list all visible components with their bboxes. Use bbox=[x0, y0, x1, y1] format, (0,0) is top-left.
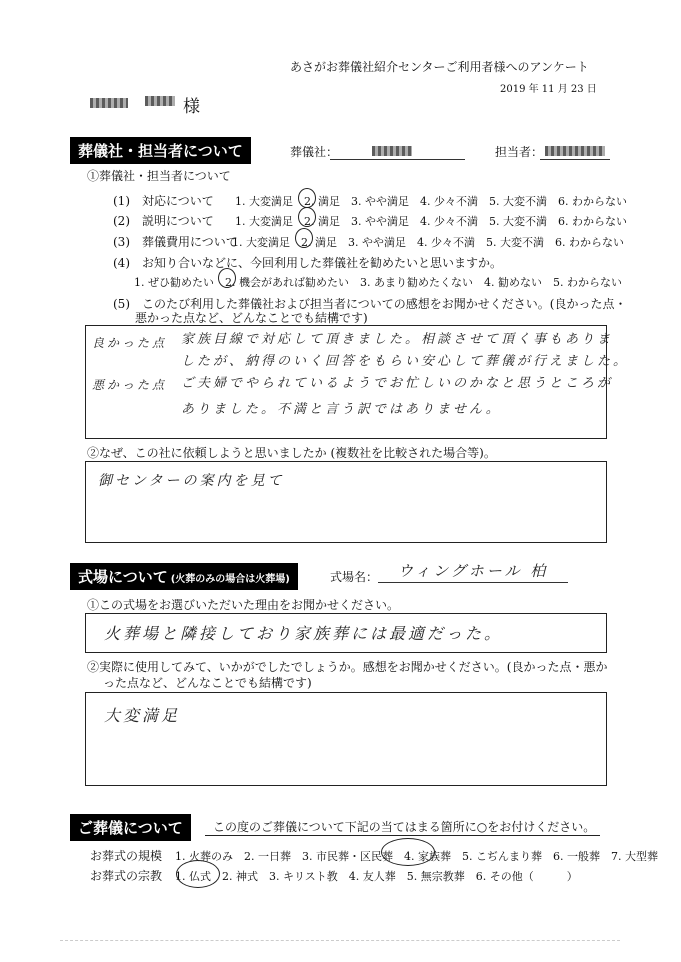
funeral-instruction: この度のご葬儀について下記の当てはまる箇所に○をお付けください。 bbox=[213, 820, 596, 834]
section-funeral-title: ご葬儀について bbox=[70, 814, 191, 841]
funeral-religion-options: 1. 仏式 2. 神式 3. キリスト教 4. 友人葬 5. 無宗教葬 6. その他（ ） bbox=[175, 870, 578, 883]
funeral-scale-options: 1. 火葬のみ 2. 一日葬 3. 市民葬・区民葬 4. 家族葬 5. こぢんまり葬 6. 一般葬 7. 大型葬 bbox=[175, 850, 658, 863]
scan-artifact-line bbox=[60, 940, 620, 941]
row1-options: 1. 大変満足 2. 満足 3. やや満足 4. 少々不満 5. 大変不満 6. わからない bbox=[235, 195, 627, 208]
q5-answer-box bbox=[85, 325, 630, 439]
venue-label: 式場名： bbox=[330, 570, 379, 584]
bad-points-line1: ご夫婦でやられているようでお忙しいのかなと思うところが bbox=[181, 376, 614, 391]
survey-title: あさがお葬儀社紹介センターご利用者様へのアンケート bbox=[290, 60, 589, 74]
row1-answer-circle bbox=[298, 188, 316, 208]
q2-reason-label: ②なぜ、この社に依頼しようと思いましたか (複数社を比較された場合等)。 bbox=[87, 446, 496, 460]
q4-label: (4) お知り合いなどに、今回利用した葬儀社を勧めたいと思いますか。 bbox=[113, 256, 503, 270]
q2-reason-answer-box bbox=[85, 461, 607, 543]
venue-name: ウィングホール 柏 bbox=[398, 562, 549, 580]
venue-q1-label: ①この式場をお選びいただいた理由をお聞かせください。 bbox=[87, 598, 400, 612]
section-venue-title bbox=[70, 563, 298, 590]
good-points-label: 良かった点 bbox=[92, 336, 168, 350]
q4-options: 1. ぜひ勧めたい 2. 機会があれば勧めたい 3. あまり勧めたくない 4. 勧めない 5. わからない bbox=[134, 276, 622, 289]
q2-reason-answer: 御センターの案内を見て bbox=[98, 473, 285, 489]
funeral-company-redacted bbox=[372, 146, 412, 156]
row2-label: (2) 説明について bbox=[113, 214, 214, 228]
q5-label-2: 悪かった点など、どんなことでも結構です) bbox=[135, 311, 368, 325]
funeral-company-label: 葬儀社： bbox=[290, 145, 339, 159]
venue-q2-label-2: った点など、どんなことでも結構です) bbox=[103, 676, 312, 690]
funeral-religion-label: お葬式の宗教 bbox=[90, 869, 163, 883]
good-points-line1: 家族目線で対応して頂きました。相談させて頂く事もありま bbox=[181, 332, 614, 347]
staff-underline bbox=[540, 159, 610, 160]
scale-answer-circle bbox=[381, 838, 435, 866]
venue-q1-answer-box bbox=[85, 613, 607, 653]
customer-name-redacted bbox=[90, 98, 128, 108]
venue-underline bbox=[378, 582, 568, 583]
row2-options: 1. 大変満足 2. 満足 3. やや満足 4. 少々不満 5. 大変不満 6. わからない bbox=[235, 215, 627, 228]
q5-label: (5) このたび利用した葬儀社および担当者についての感想をお聞かせください。(良かった点・ bbox=[113, 297, 627, 311]
row2-answer-circle bbox=[298, 207, 316, 227]
venue-q1-answer: 火葬場と隣接しており家族葬には最適だった。 bbox=[104, 624, 504, 643]
religion-answer-circle bbox=[176, 860, 220, 888]
row3-options: 1. 大変満足 2. 満足 3. やや満足 4. 少々不満 5. 大変不満 6. わからない bbox=[232, 236, 624, 249]
instruction-underline bbox=[205, 835, 600, 836]
survey-date: 2019 年 11 月 23 日 bbox=[500, 84, 597, 95]
venue-q2-answer-box bbox=[85, 692, 607, 786]
staff-name-redacted bbox=[545, 146, 605, 156]
section-funeral-company-title: 葬儀社・担当者について bbox=[70, 137, 251, 164]
venue-q2-answer: 大変満足 bbox=[104, 706, 181, 725]
q4-answer-circle bbox=[218, 268, 236, 288]
funeral-company-underline bbox=[330, 159, 465, 160]
bad-points-label: 悪かった点 bbox=[92, 378, 168, 392]
venue-title-note: (火葬のみの場合は火葬場) bbox=[170, 574, 290, 585]
bad-points-line2: ありました。不満と言う訳ではありません。 bbox=[181, 402, 502, 417]
customer-name-redacted-2 bbox=[145, 96, 175, 106]
row3-answer-circle bbox=[295, 228, 313, 248]
venue-q2-label: ②実際に使用してみて、いかがでしたでしょうか。感想をお聞かせください。(良かった点・悪か bbox=[87, 660, 608, 674]
good-points-line2: したが、納得のいく回答をもらい安心して葬儀が行えました。 bbox=[181, 354, 630, 369]
staff-label: 担当者： bbox=[495, 145, 544, 159]
funeral-scale-label: お葬式の規模 bbox=[90, 849, 163, 863]
row1-label: (1) 対応について bbox=[113, 194, 214, 208]
q1-label: ①葬儀社・担当者について bbox=[87, 169, 231, 183]
venue-title-text: 式場について bbox=[78, 568, 168, 586]
customer-suffix: 様 bbox=[183, 97, 200, 117]
row3-label: (3) 葬儀費用について bbox=[113, 235, 238, 249]
